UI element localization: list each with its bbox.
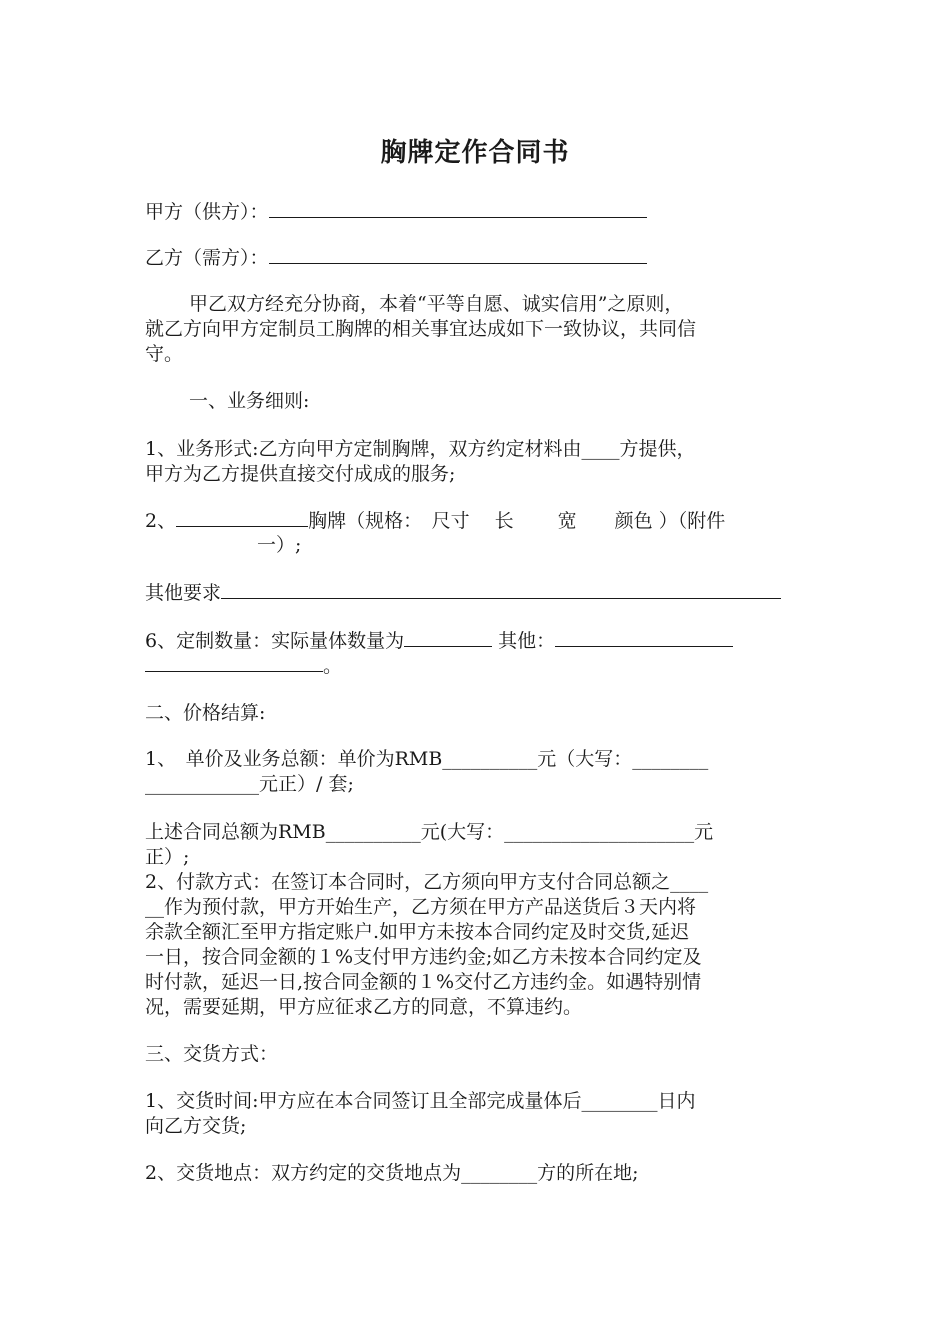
quantity-blank[interactable] <box>404 628 492 647</box>
payment-line-3: 余款全额汇至甲方指定账户.如甲方未按本合同约定及时交货,延迟 <box>145 921 690 943</box>
price-line-1: 1、 单价及业务总额：单价为RMB__________元（大写：________ <box>145 748 709 770</box>
preamble-line-2: 就乙方向甲方定制员工胸牌的相关事宜达成如下一致协议，共同信 <box>145 318 697 340</box>
item-2-suffix: 胸牌（规格： 尺寸 长 宽 颜色 ）（附件 <box>308 510 726 532</box>
other-requirements-label: 其他要求 <box>145 582 222 604</box>
item-1-line-2: 甲方为乙方提供直接交付成成的服务; <box>145 463 456 485</box>
item-2-blank[interactable] <box>176 508 308 527</box>
item-6-line-2 <box>145 653 805 679</box>
item-6-other-blank-2[interactable] <box>145 653 323 672</box>
item-2-line-2: 一）; <box>257 534 302 556</box>
item-2-prefix: 2、 <box>145 510 177 532</box>
payment-line-1: 2、付款方式：在签订本合同时，乙方须向甲方支付合同总额之____ <box>145 871 709 893</box>
preamble-line-3: 守。 <box>145 343 184 365</box>
party-a-line <box>145 199 805 225</box>
item-6-other-blank[interactable] <box>555 628 733 647</box>
document-title: 胸牌定作合同书 <box>380 138 570 168</box>
party-a-blank[interactable] <box>269 199 647 218</box>
delivery-time-line-2: 向乙方交货; <box>145 1115 247 1137</box>
other-requirements-line <box>145 580 805 606</box>
section-2-heading: 二、价格结算: <box>145 702 266 724</box>
party-b-blank[interactable] <box>269 245 647 264</box>
item-6-line-2-end: 。 <box>323 655 343 677</box>
price-line-2: ____________元正）/ 套; <box>145 773 354 795</box>
other-requirements-blank[interactable] <box>221 580 781 599</box>
payment-line-5: 时付款，延迟一日,按合同金额的１%交付乙方违约金。如遇特别情 <box>145 971 702 993</box>
item-1-line-1: 1、业务形式:乙方向甲方定制胸牌，双方约定材料由____方提供， <box>145 438 696 460</box>
section-1-heading: 一、业务细则: <box>189 390 310 412</box>
payment-line-2: __作为预付款，甲方开始生产，乙方须在甲方产品送货后３天内将 <box>145 896 697 918</box>
item-6-part-1: 6、定制数量：实际量体数量为 <box>145 630 405 652</box>
delivery-time-line-1: 1、交货时间:甲方应在本合同签订且全部完成量体后________日内 <box>145 1090 696 1112</box>
payment-line-6: 况，需要延期，甲方应征求乙方的同意，不算违约。 <box>145 996 583 1018</box>
item-2-line-1 <box>145 508 805 534</box>
delivery-place-line: 2、交货地点：双方约定的交货地点为________方的所在地; <box>145 1162 639 1184</box>
preamble-line-1: 甲乙双方经充分协商，本着“平等自愿、诚实信用”之原则， <box>189 293 684 315</box>
payment-line-4: 一日，按合同金额的１%支付甲方违约金;如乙方未按本合同约定及 <box>145 946 702 968</box>
section-3-heading: 三、交货方式： <box>145 1043 279 1065</box>
item-6-part-2: 其他： <box>492 630 556 652</box>
party-b-line <box>145 245 805 271</box>
item-6-line-1 <box>145 628 805 654</box>
party-b-label: 乙方（需方）： <box>145 247 269 269</box>
total-line-1: 上述合同总额为RMB__________元(大写：____________________元 <box>145 821 714 843</box>
total-line-2: 正）; <box>145 846 190 868</box>
party-a-label: 甲方（供方）： <box>145 201 269 223</box>
